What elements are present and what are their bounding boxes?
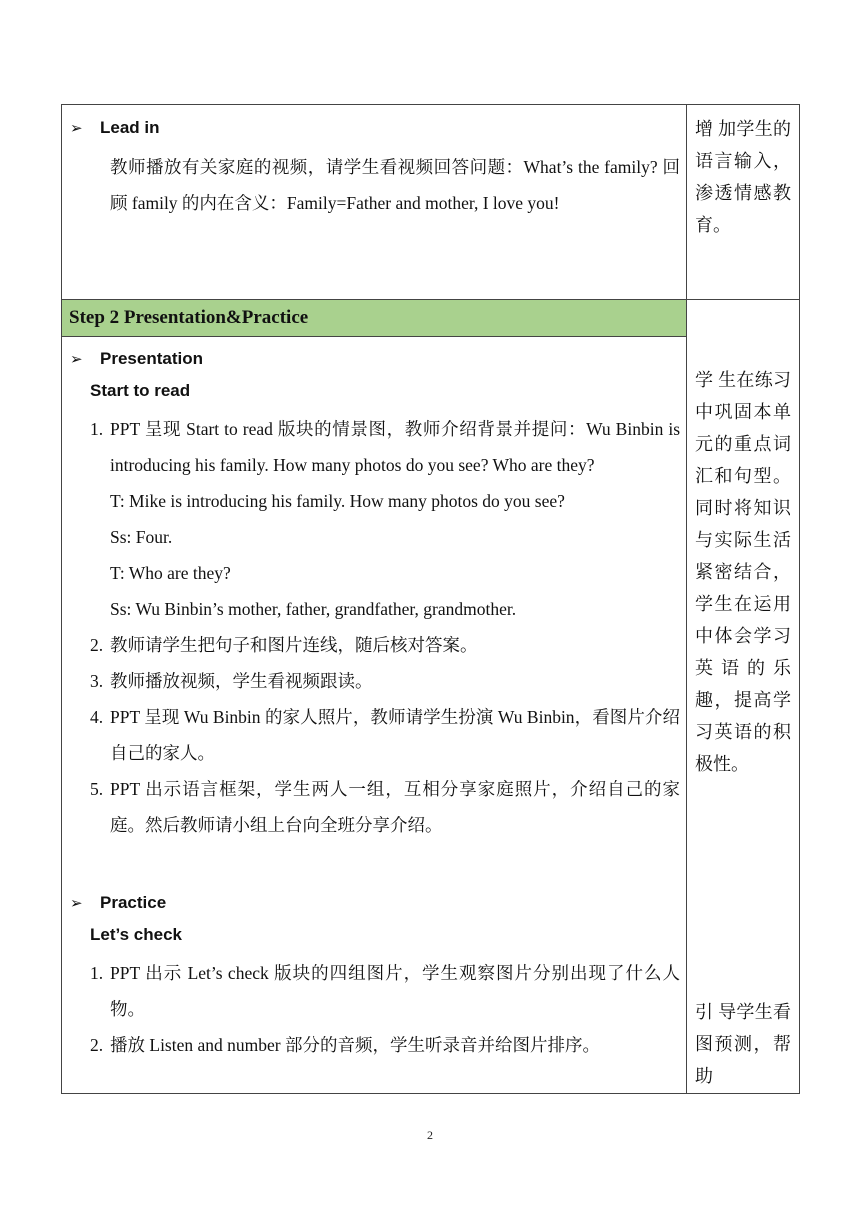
practice-side-note: 引 导学生看图预测，帮助 (695, 1002, 791, 1086)
list-item: 1. PPT 呈现 Start to read 版块的情景图，教师介绍背景并提问：Wu Binbin is introducing his family. How many photos do you see? Who are they? (90, 419, 680, 475)
page-number: 2 (427, 1128, 433, 1142)
presentation-side-note: 学 生在练习中巩固本单元的重点词汇和句型。同时将知识与实际生活紧密结合，学生在运用中体会学习英语的乐趣，提高学习英语的积极性。 (695, 370, 791, 774)
bullet-arrow-icon: ➢ (70, 894, 83, 912)
step2-cell (62, 300, 687, 1094)
lead-in-side-note: 增 加学生的语言输入，渗透情感教育。 (695, 119, 791, 235)
list-item: 2. 播放 Listen and number 部分的音频，学生听录音并给图片排序。 (90, 1035, 600, 1055)
dialogue-line: T: Mike is introducing his family. How many photos do you see? (110, 491, 565, 511)
lead-in-row (62, 105, 800, 300)
lead-in-cell (62, 105, 687, 300)
lead-in-side-note-cell (687, 105, 800, 300)
lead-in-paragraph: 教师播放有关家庭的视频，请学生看视频回答问题：What’s the family? 回顾 family 的内在含义：Family=Father and mother, I love you! (110, 157, 680, 213)
presentation-heading (62, 337, 686, 373)
list-item: 4. PPT 呈现 Wu Binbin 的家人照片，教师请学生扮演 Wu Binbin，看图片介绍自己的家人。 (90, 707, 680, 763)
presentation-title: Presentation (100, 349, 203, 368)
practice-heading (62, 843, 686, 917)
list-item: 5. PPT 出示语言框架，学生两人一组，互相分享家庭照片，介绍自己的家庭。然后教师请小组上台向全班分享介绍。 (90, 779, 680, 835)
dialogue-line: Ss: Wu Binbin’s mother, father, grandfather, grandmother. (110, 599, 517, 619)
dialogue-line: T: Who are they? (110, 563, 231, 583)
bullet-arrow-icon: ➢ (70, 119, 83, 137)
step2-row (62, 300, 800, 1094)
list-item: 1. PPT 出示 Let’s check 版块的四组图片，学生观察图片分别出现了什么人物。 (90, 963, 680, 1019)
lead-in-title: Lead in (100, 118, 160, 137)
list-item: 3. 教师播放视频，学生看视频跟读。 (90, 671, 373, 691)
dialogue-line: Ss: Four. (110, 527, 173, 547)
lets-check-subheading: Let’s check (90, 925, 182, 944)
bullet-arrow-icon: ➢ (70, 350, 83, 368)
list-item: 2. 教师请学生把句子和图片连线，随后核对答案。 (90, 635, 478, 655)
lesson-plan-table (61, 104, 800, 1094)
practice-title: Practice (100, 893, 167, 912)
step2-title: Step 2 Presentation&Practice (62, 300, 686, 337)
start-to-read-subheading: Start to read (90, 381, 191, 400)
lead-in-heading (62, 105, 686, 141)
step2-side-note-cell (687, 300, 800, 1094)
